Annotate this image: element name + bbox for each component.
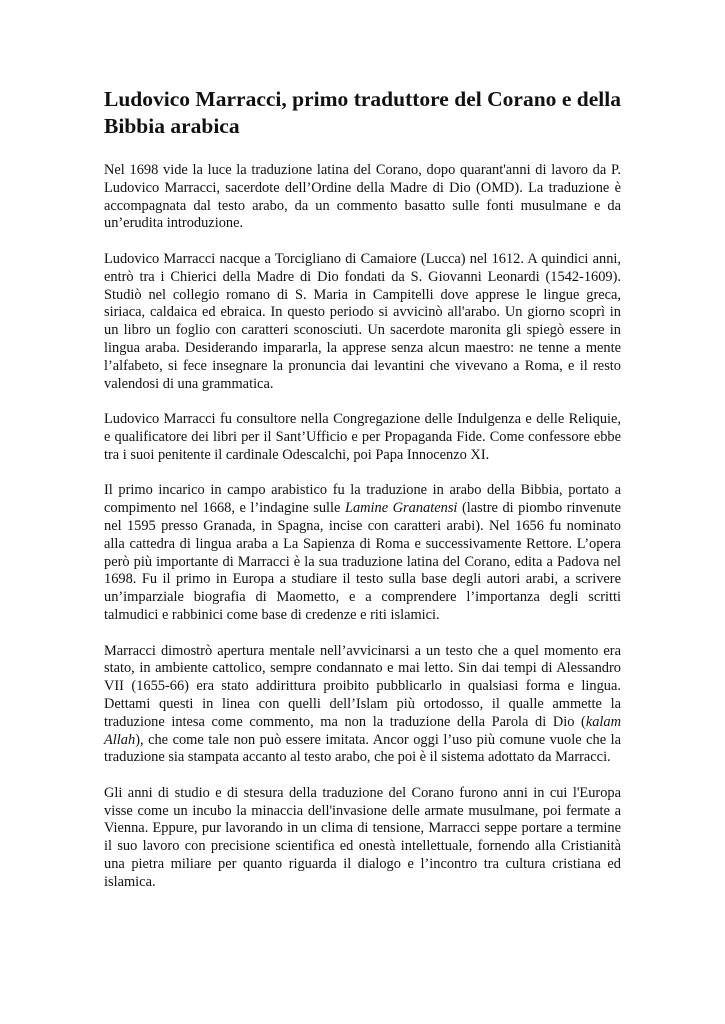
text-run: Il primo incarico in campo arabistico fu la traduzione in arabo della Bibbia, portato a compimento nel 1668, e l’indagine sulle [104, 482, 621, 517]
paragraph-biography: Ludovico Marracci nacque a Torcigliano di Camaiore (Lucca) nel 1612. A quindici anni, entrò tra i Chierici della Madre di Dio fondati da S. Giovanni Leonardi (1542-1609). Studiò nel collegio romano di S. Maria in Campitelli dove apprese le lingue greca, siriaca, caldaica ed ebraica. In questo periodo si avvicinò all'arabo. Un giorno scoprì in un libro un foglio con caratteri sconosciuti. Un sacerdote maronita gli spiegò essere in lingua araba. Desiderando impararla, la apprese senza alcun maestro: ne tenne a mente l’alfabeto, si fece insegnare la pronuncia dai levantini che vivevano a Roma, e il resto valendosi di una grammatica. [104, 250, 621, 392]
paragraph-intro: Nel 1698 vide la luce la traduzione latina del Corano, dopo quarant'anni di lavoro da P. Ludovico Marracci, sacerdote dell’Ordine della Madre di Dio (OMD). La traduzione è accompagnata dal testo arabo, da un commento basatto sulle fonti musulmane e da un’erudita introduzione. [104, 162, 621, 232]
italic-term-lamine-granatensi: Lamine Granatensi [344, 500, 458, 517]
document-title: Ludovico Marracci, primo traduttore del Corano e della Bibbia arabica [104, 87, 621, 138]
italic-term-kalam-allah: kalam Allah [104, 713, 621, 748]
text-run: (lastre di piombo rinvenute nel 1595 presso Granada, in Spagna, incise con caratteri arabi). Nel 1656 fu nominato alla cattedra di lingua araba a La Sapienza di Roma e successivamente Rettore. L’opera però più importante di Marracci è la sua traduzione latina del Corano, edita a Padova nel 1698. Fu il primo in Europa a studiare il testo sulla base degli autori arabi, a scrivere un’imparziale biografia di Maometto, e a comprendere l’importanza degli scritti talmudici e rabbinici come base di credenze e riti islamici. [104, 500, 622, 623]
text-run: ), che come tale non può essere imitata. Ancor oggi l’uso più comune vuole che la traduzione sia stampata accanto al testo arabo, che poi è il sistema adottato da Marracci. [104, 731, 621, 766]
document-page [104, 86, 621, 909]
text-run: Marracci dimostrò apertura mentale nell’avvicinarsi a un testo che a quel momento era stato, in ambiente cattolico, sempre condannato e mai letto. Sin dai tempi di Alessandro VII (1655-66) era stato addirittura proibito pubblicarlo in qualsiasi forma e lingua. Dettami questi in linea con quelli dell’Islam più ortodosso, il qualle ammette la traduzione intesa come commento, ma non la traduzione della Parola di Dio ( [104, 642, 621, 730]
paragraph-consultore: Ludovico Marracci fu consultore nella Congregazione delle Indulgenza e delle Reliquie, e qualificatore dei libri per il Sant’Ufficio e per Propaganda Fide. Come confessore ebbe tra i suoi penitente il cardinale Odescalchi, poi Papa Innocenzo XI. [104, 411, 621, 463]
paragraph-openness [104, 643, 621, 768]
paragraph-conclusion: Gli anni di studio e di stesura della traduzione del Corano furono anni in cui l'Europa visse come un incubo la minaccia dell'invasione delle armate musulmane, poi fermate a Vienna. Eppure, pur lavorando in un clima di tensione, Marracci seppe portare a termine il suo lavoro con precisione scientifica ed onestà intellettuale, fornendo alla Cristianità una pietra miliare per quanto riguarda il dialogo e l’incontro tra cultura cristiana ed islamica. [104, 784, 621, 890]
paragraph-arabic-works [104, 482, 621, 624]
